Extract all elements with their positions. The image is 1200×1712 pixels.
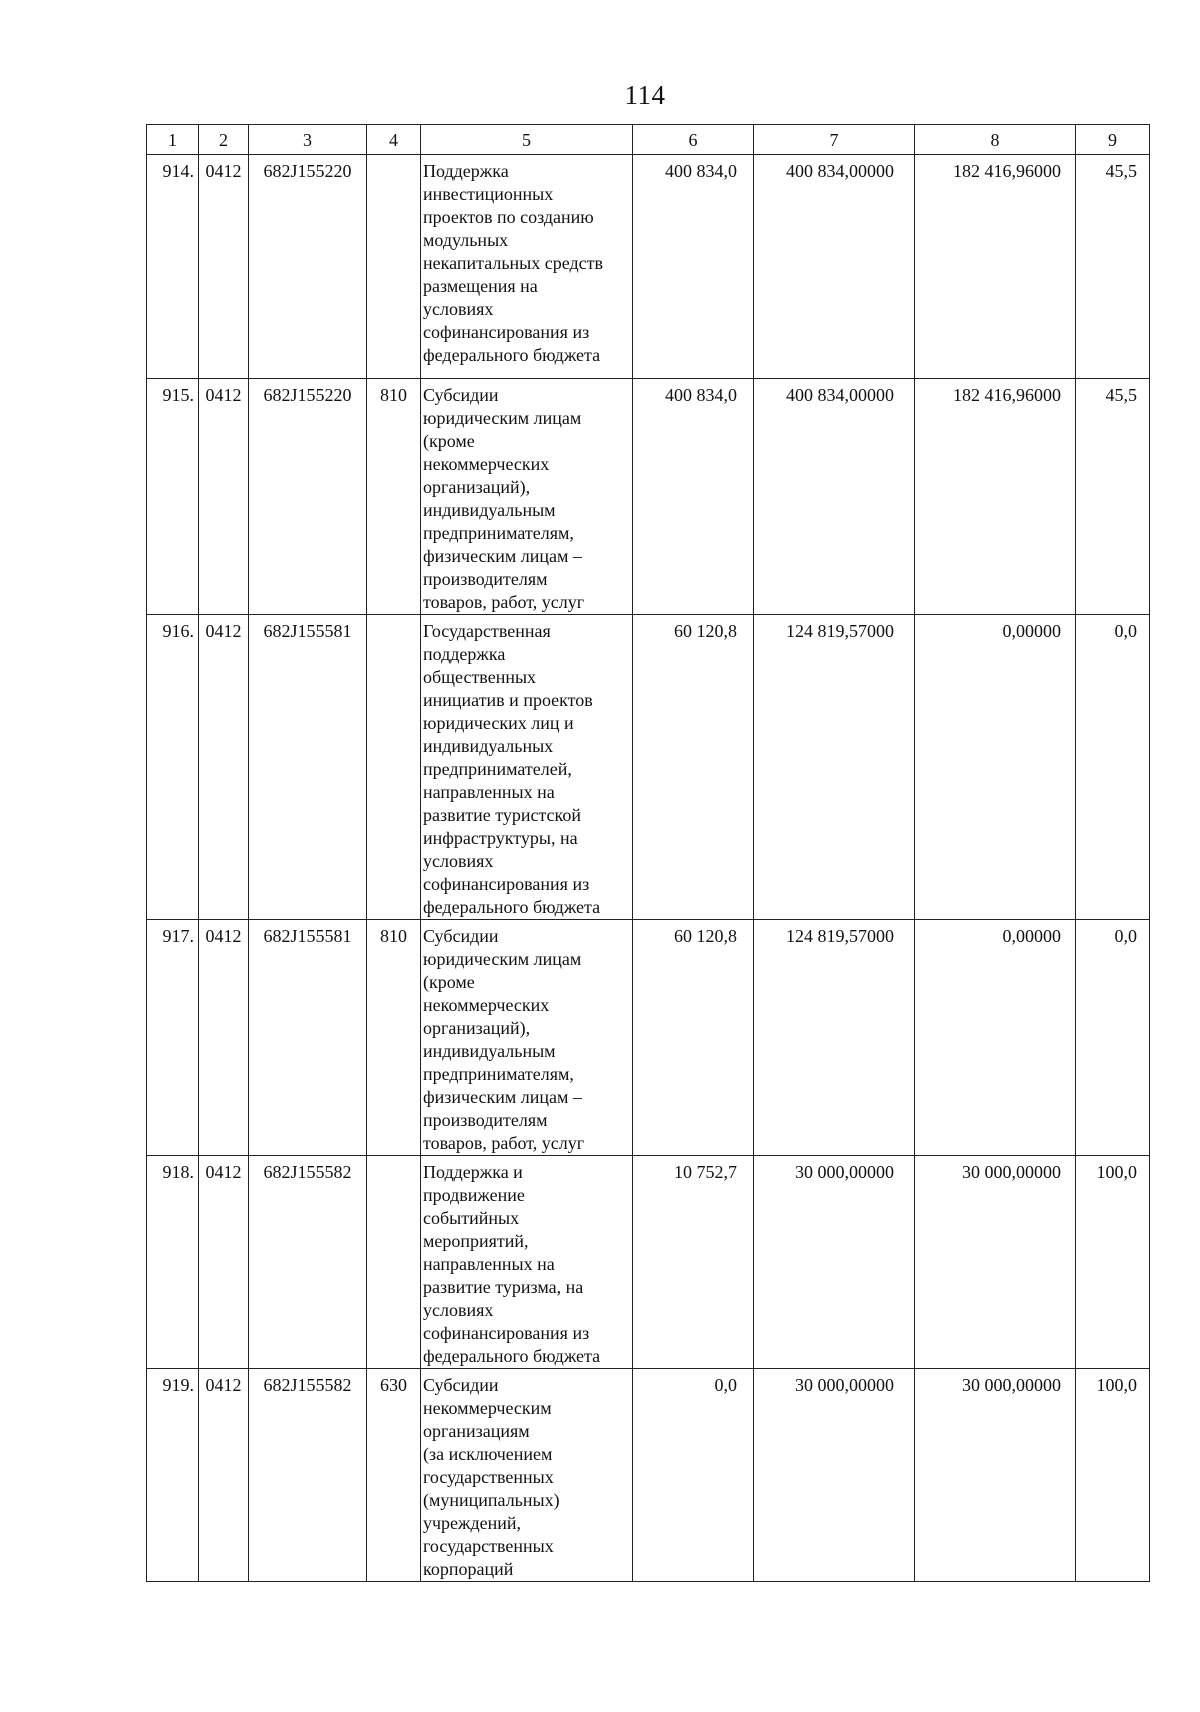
budget-table — [146, 124, 1150, 1582]
table-row — [147, 920, 1150, 1156]
table-row — [147, 1369, 1150, 1582]
value-col-6: 400 834,0 — [633, 155, 754, 379]
item-name: Государственная поддержка общественных инициатив и проектов юридических лиц и индивидуальных предпринимателей, направленных на развитие туристской инфраструктуры, на условиях софинансирования из федерального бюджета — [421, 615, 633, 920]
value-col-7: 30 000,00000 — [754, 1369, 915, 1582]
column-header: 6 — [633, 125, 754, 155]
percent-col-9: 45,5 — [1076, 155, 1150, 379]
value-col-7: 400 834,00000 — [754, 379, 915, 615]
column-header: 5 — [421, 125, 633, 155]
target-article-code: 682J155582 — [249, 1156, 367, 1369]
value-col-6: 60 120,8 — [633, 615, 754, 920]
expense-type-code: 810 — [367, 379, 421, 615]
expense-type-code: 630 — [367, 1369, 421, 1582]
percent-col-9: 0,0 — [1076, 920, 1150, 1156]
row-number: 917. — [147, 920, 199, 1156]
item-name: Субсидии юридическим лицам (кроме некоммерческих организаций), индивидуальным предпринимателям, физическим лицам – производителям товаров, работ, услуг — [421, 920, 633, 1156]
page-number: 114 — [624, 80, 666, 110]
value-col-6: 10 752,7 — [633, 1156, 754, 1369]
row-number: 918. — [147, 1156, 199, 1369]
percent-col-9: 100,0 — [1076, 1156, 1150, 1369]
value-col-8: 0,00000 — [915, 920, 1076, 1156]
item-name: Поддержка инвестиционных проектов по созданию модульных некапитальных средств размещения на условиях софинансирования из федерального бюджета — [421, 155, 633, 379]
column-header: 1 — [147, 125, 199, 155]
value-col-7: 124 819,57000 — [754, 615, 915, 920]
target-article-code: 682J155582 — [249, 1369, 367, 1582]
value-col-8: 0,00000 — [915, 615, 1076, 920]
value-col-8: 182 416,96000 — [915, 155, 1076, 379]
value-col-8: 30 000,00000 — [915, 1369, 1076, 1582]
column-header: 9 — [1076, 125, 1150, 155]
expense-type-code — [367, 1156, 421, 1369]
section-code: 0412 — [199, 615, 249, 920]
row-number: 919. — [147, 1369, 199, 1582]
row-number: 914. — [147, 155, 199, 379]
column-header: 3 — [249, 125, 367, 155]
column-header: 7 — [754, 125, 915, 155]
table-row — [147, 1156, 1150, 1369]
target-article-code: 682J155220 — [249, 379, 367, 615]
column-header: 8 — [915, 125, 1076, 155]
section-code: 0412 — [199, 1369, 249, 1582]
expense-type-code — [367, 155, 421, 379]
row-number: 916. — [147, 615, 199, 920]
section-code: 0412 — [199, 155, 249, 379]
percent-col-9: 45,5 — [1076, 379, 1150, 615]
expense-type-code — [367, 615, 421, 920]
value-col-7: 30 000,00000 — [754, 1156, 915, 1369]
value-col-8: 30 000,00000 — [915, 1156, 1076, 1369]
item-name: Поддержка и продвижение событийных мероприятий, направленных на развитие туризма, на условиях софинансирования из федерального бюджета — [421, 1156, 633, 1369]
column-header: 4 — [367, 125, 421, 155]
value-col-6: 0,0 — [633, 1369, 754, 1582]
section-code: 0412 — [199, 920, 249, 1156]
value-col-7: 124 819,57000 — [754, 920, 915, 1156]
value-col-6: 400 834,0 — [633, 379, 754, 615]
percent-col-9: 100,0 — [1076, 1369, 1150, 1582]
item-name: Субсидии юридическим лицам (кроме некоммерческих организаций), индивидуальным предпринимателям, физическим лицам – производителям товаров, работ, услуг — [421, 379, 633, 615]
section-code: 0412 — [199, 1156, 249, 1369]
column-header: 2 — [199, 125, 249, 155]
value-col-6: 60 120,8 — [633, 920, 754, 1156]
target-article-code: 682J155581 — [249, 615, 367, 920]
item-name: Субсидии некоммерческим организациям (за исключением государственных (муниципальных) учреждений, государственных корпораций — [421, 1369, 633, 1582]
section-code: 0412 — [199, 379, 249, 615]
percent-col-9: 0,0 — [1076, 615, 1150, 920]
table-row — [147, 379, 1150, 615]
target-article-code: 682J155581 — [249, 920, 367, 1156]
row-number: 915. — [147, 379, 199, 615]
table-row — [147, 155, 1150, 379]
value-col-8: 182 416,96000 — [915, 379, 1076, 615]
table-row — [147, 615, 1150, 920]
header-row — [147, 125, 1150, 155]
value-col-7: 400 834,00000 — [754, 155, 915, 379]
expense-type-code: 810 — [367, 920, 421, 1156]
target-article-code: 682J155220 — [249, 155, 367, 379]
